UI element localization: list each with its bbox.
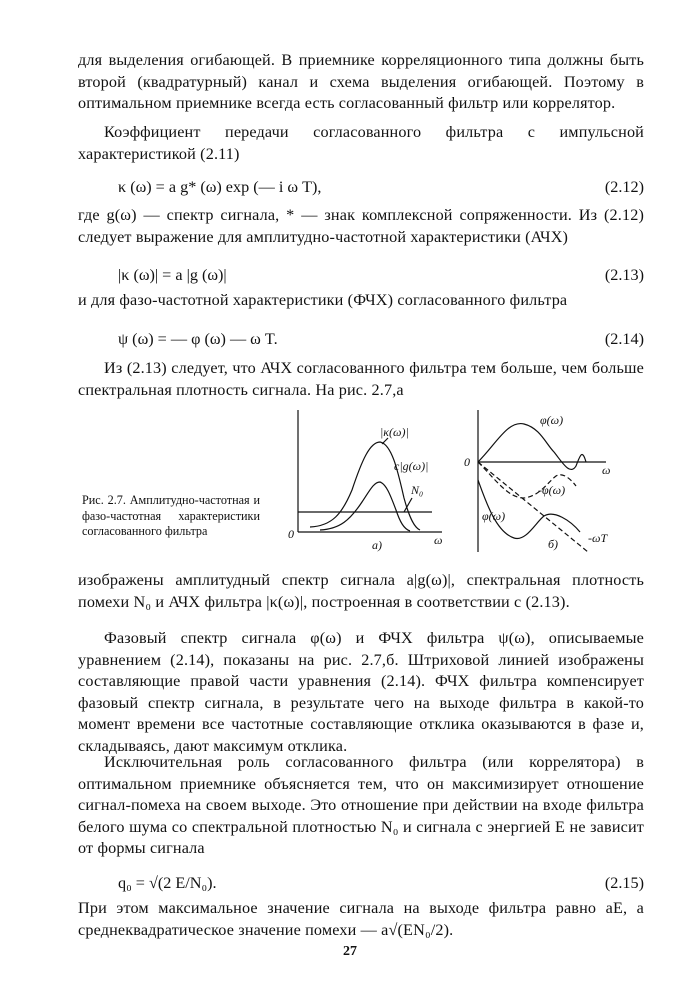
- label-cg: c|g(ω)|: [394, 459, 429, 473]
- equation-number: (2.15): [604, 874, 644, 892]
- label-minus-omega-t: -ωT: [588, 531, 608, 545]
- paragraph-snr-maximization: Исключительная роль согласованного фильтра (или коррелятора) в оптимальном приемнике объясняется тем, что он максимизирует отношение сигнал-помеха на своем выходе. Это отношение при действии на входе фильтра белого шума со спектральной плотностью N₀ и сигнала с энергией E не зависит от формы сигнала: [78, 753, 644, 857]
- equation-expression: κ (ω) = a g* (ω) exp (— i ω T),: [118, 178, 322, 196]
- equation-expression: ψ (ω) = — φ (ω) — ω T.: [118, 330, 278, 348]
- label-omega-a: ω: [434, 533, 443, 547]
- equation-number: (2.12): [604, 178, 644, 196]
- figure-panel-b: [478, 410, 606, 552]
- label-panel-b: б): [548, 537, 559, 551]
- equation-2-15: [78, 872, 644, 894]
- label-phi-top: φ(ω): [540, 413, 564, 427]
- figure-2-7: [270, 402, 650, 567]
- paragraph-transfer-coefficient: Коэффициент передачи согласованного фильтра с импульсной характеристикой (2.11): [78, 123, 644, 163]
- equation-2-14: [78, 328, 644, 350]
- label-omega-b: ω: [602, 463, 611, 477]
- curve-kappa: [310, 442, 420, 530]
- paragraph-envelope: для выделения огибающей. В приемнике корреляционного типа должны быть второй (квадратурный) канал и схема выделения огибающей. Поэтому в оптимальном приемнике всегда есть согласованный фильтр или коррелятор.: [78, 51, 644, 112]
- paragraph-max-signal: При этом максимальное значение сигнала на выходе фильтра равно aE, а среднеквадратическое значение помехи — a√(EN₀/2).: [78, 899, 644, 939]
- figure-caption: Рис. 2.7. Амплитудно-частотная и фазо-частотная характеристики согласованного фильтра: [82, 493, 260, 538]
- equation-number: (2.14): [604, 330, 644, 348]
- line-minus-omega-t: [478, 462, 588, 552]
- paragraph-spectrum-definition: где g(ω) — спектр сигнала, * — знак комплексной сопряженности. Из (2.12) следует выражение для амплитудно-частотной характеристики (АЧХ): [78, 206, 644, 246]
- paragraph-phase-characteristic: и для фазо-частотной характеристики (ФЧХ) согласованного фильтра: [78, 291, 568, 309]
- equation-number: (2.13): [604, 266, 644, 284]
- label-zero-b: 0: [464, 455, 470, 469]
- label-kappa: |κ(ω)|: [380, 425, 409, 439]
- equation-expression: q₀ = √(2 E/N₀).: [118, 874, 217, 892]
- label-phi-low: φ(ω): [482, 509, 506, 523]
- paragraph-ach-conclusion: Из (2.13) следует, что АЧХ согласованного фильтра тем больше, чем больше спектральная плотность сигнала. На рис. 2.7,а: [78, 359, 644, 399]
- page-number: 27: [343, 944, 357, 959]
- label-negphi: -φ(ω): [538, 483, 566, 497]
- curve-cg: [320, 482, 410, 531]
- label-panel-a: а): [372, 538, 382, 552]
- paragraph-figure-description: изображены амплитудный спектр сигнала a|g(ω)|, спектральная плотность помехи N₀ и АЧХ фильтра |κ(ω)|, построенная в соответствии с (2.13).: [78, 571, 644, 611]
- label-n0: N₀: [411, 483, 424, 497]
- label-zero-a: 0: [288, 527, 294, 541]
- equation-2-12: [78, 176, 644, 198]
- equation-2-13: [78, 264, 644, 286]
- equation-expression: |κ (ω)| = a |g (ω)|: [118, 266, 227, 284]
- paragraph-phase-spectrum: Фазовый спектр сигнала φ(ω) и ФЧХ фильтра ψ(ω), описываемые уравнением (2.14), показаны на рис. 2.7,б. Штриховой линией изображены составляющие правой части уравнения (2.14). ФЧХ фильтра компенсирует фазовый спектр сигнала, в результате чего на выходе фильтра в какой-то момент времени все частотные составляющие отклика оказываются в фазе и, складываясь, дают максимум отклика.: [78, 629, 644, 755]
